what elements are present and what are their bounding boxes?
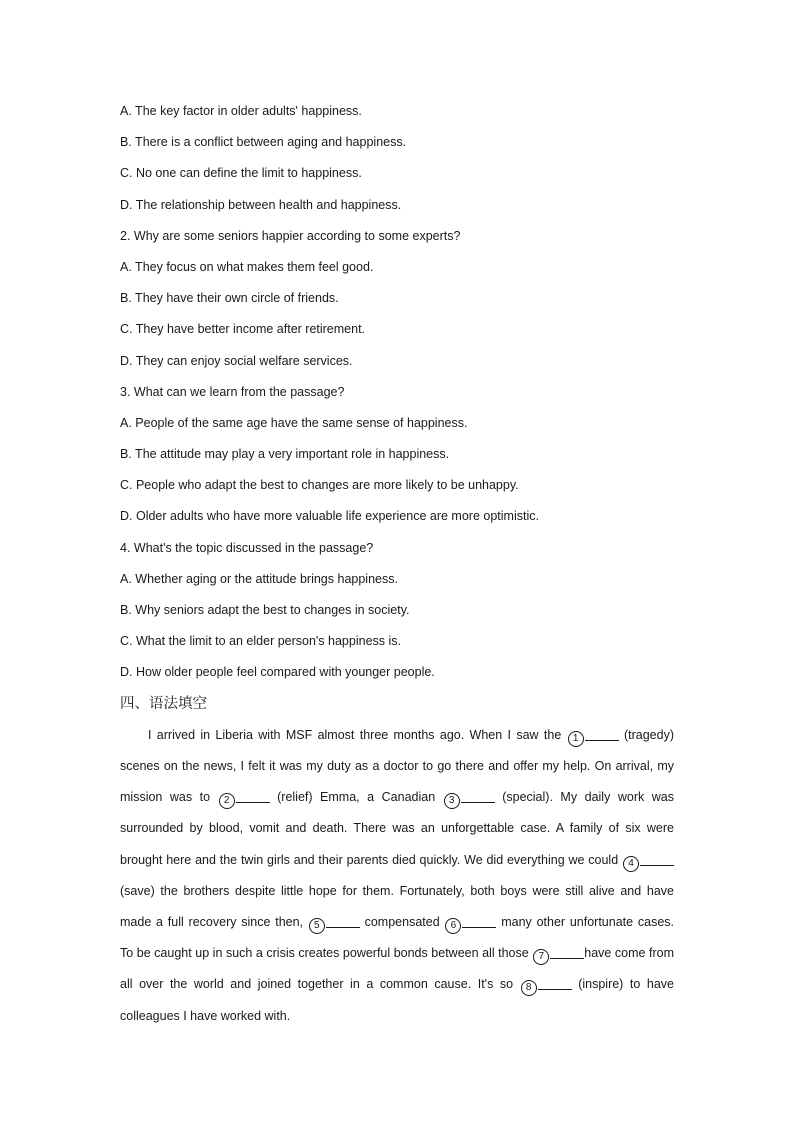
blank-number: 5 [309, 918, 325, 934]
option-line: C. No one can define the limit to happiness. [120, 166, 362, 181]
answer-blank[interactable] [538, 977, 572, 990]
question-line: 3. What can we learn from the passage? [120, 384, 345, 399]
answer-blank[interactable] [585, 728, 619, 741]
option-line: C. What the limit to an elder person's happiness is. [120, 634, 401, 649]
question-line: 2. Why are some seniors happier according to some experts? [120, 228, 461, 243]
passage-text: many other unfortunate cases. To be caught up in such a crisis creates powerful bonds between all those [120, 914, 674, 961]
blank-number: 7 [533, 949, 549, 965]
option-line: D. How older people feel compared with younger people. [120, 665, 435, 680]
passage-text: (relief) Emma, a Canadian [269, 790, 443, 805]
option-line: C. People who adapt the best to changes are more likely to be unhappy. [120, 478, 519, 493]
passage-text: (save) the brothers despite little hope for them. Fortunately, both boys were still alive and have made a full recovery since then, [120, 883, 674, 929]
blank-number: 6 [445, 918, 461, 934]
option-line: B. They have their own circle of friends. [120, 291, 339, 306]
answer-blank[interactable] [550, 946, 584, 959]
option-line: A. Whether aging or the attitude brings happiness. [120, 571, 398, 586]
blank-number: 1 [568, 731, 584, 747]
option-line: B. Why seniors adapt the best to changes in society. [120, 603, 410, 617]
question-line: 4. What's the topic discussed in the passage? [120, 540, 374, 555]
blank-number: 3 [444, 793, 460, 809]
passage-text: (special). My daily work was surrounded by blood, vomit and death. There was an unforgettable case. A family of six were brought here and the twin girls and their parents died quickly. We did everything we could [120, 790, 674, 867]
option-line: B. The attitude may play a very important role in happiness. [120, 447, 450, 462]
passage-text: I arrived in Liberia with MSF almost three months ago. When I saw the [148, 727, 567, 742]
option-line: D. Older adults who have more valuable life experience are more optimistic. [120, 509, 539, 524]
blank-number: 2 [219, 793, 235, 809]
passage-text: compensated [359, 914, 445, 929]
page-content [120, 96, 674, 1032]
option-line: A. The key factor in older adults' happiness. [120, 104, 362, 118]
option-line: D. The relationship between health and happiness. [120, 197, 402, 212]
option-line: D. They can enjoy social welfare services. [120, 353, 353, 368]
answer-blank[interactable] [462, 915, 496, 928]
passage-text: (inspire) to have colleagues I have worked with. [120, 977, 674, 1023]
blank-number: 4 [623, 856, 639, 872]
answer-blank[interactable] [326, 915, 360, 928]
grammar-passage [120, 720, 674, 1032]
answer-blank[interactable] [640, 853, 674, 866]
option-line: C. They have better income after retirement. [120, 322, 366, 337]
option-line: A. People of the same age have the same sense of happiness. [120, 415, 468, 430]
option-line: B. There is a conflict between aging and happiness. [120, 135, 407, 150]
answer-blank[interactable] [236, 790, 270, 803]
blank-number: 8 [521, 980, 537, 996]
passage-text: (tragedy) scenes on the news, I felt it was my duty as a doctor to go there and offer my help. On arrival, my mission was to [120, 727, 674, 805]
passage-text: have come from all over the world and joined together in a common cause. It's so [120, 946, 674, 992]
answer-blank[interactable] [461, 790, 495, 803]
option-line: A. They focus on what makes them feel good. [120, 259, 374, 274]
section-title: 四、语法填空 [120, 695, 207, 712]
